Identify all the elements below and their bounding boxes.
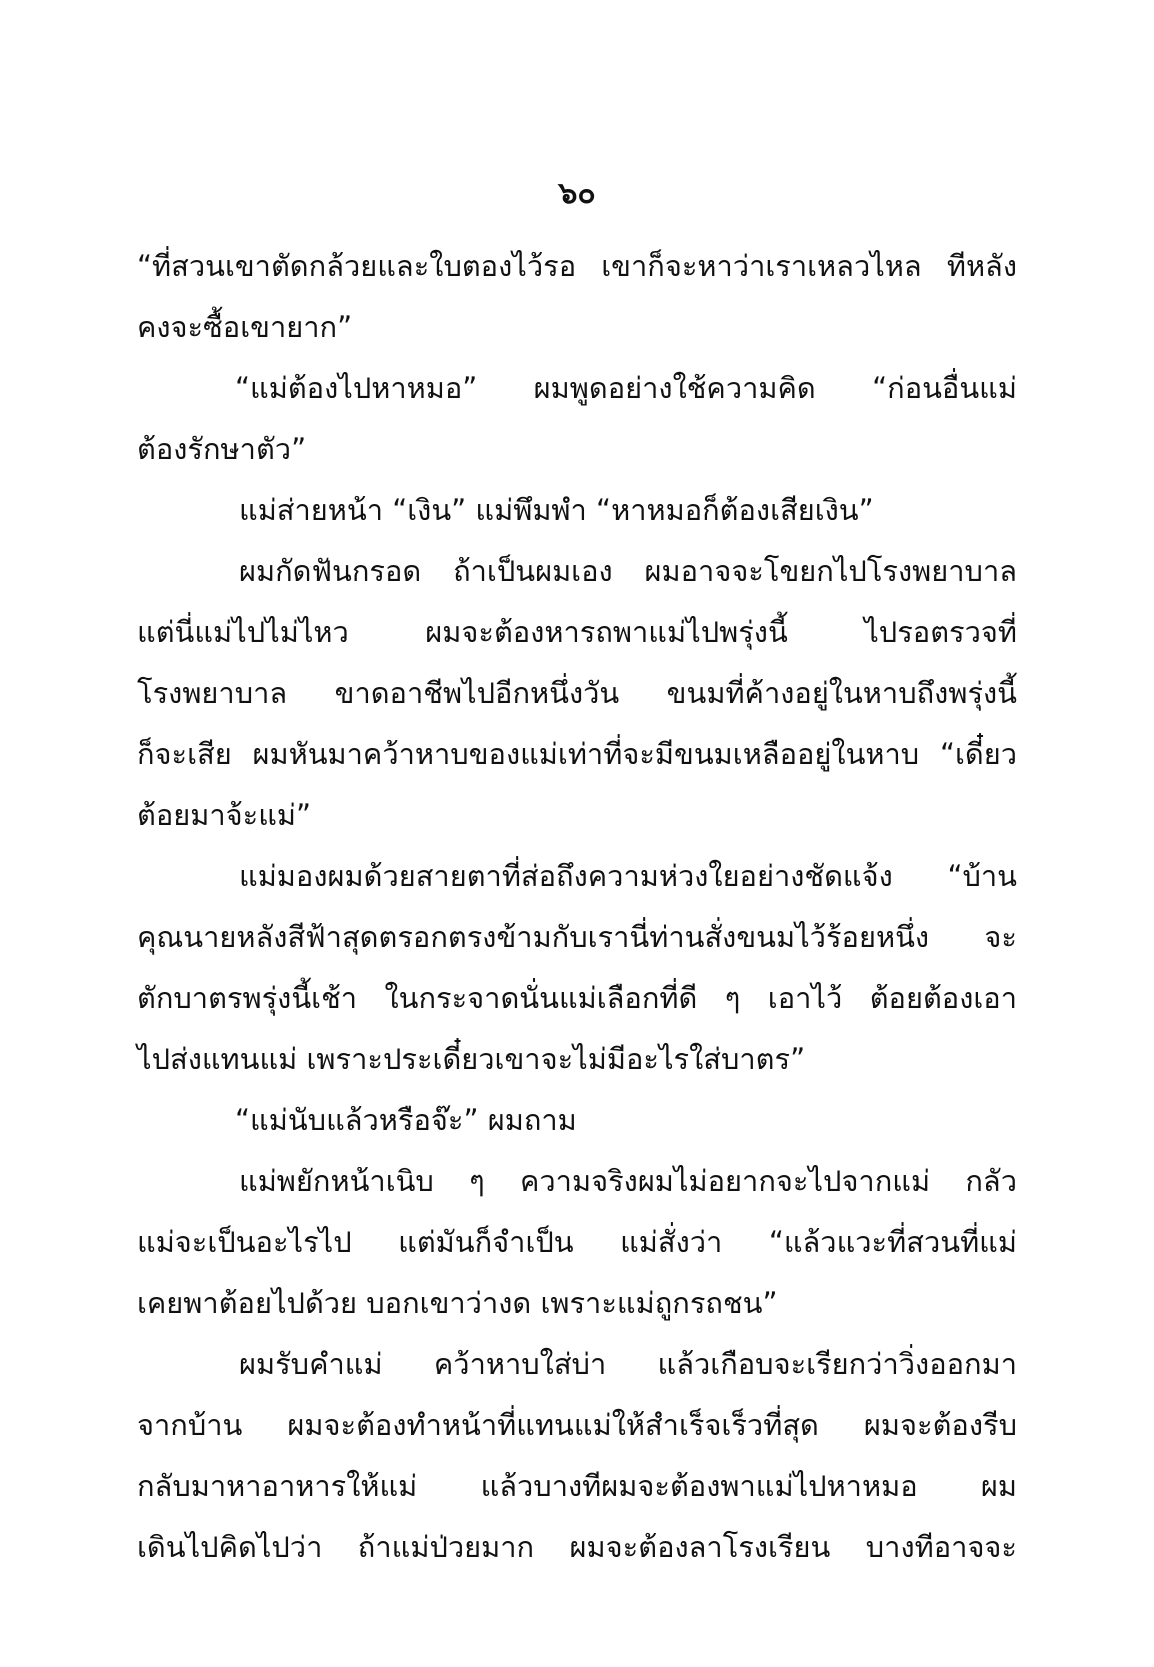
text-line: ผมกัดฟันกรอด ถ้าเป็นผมเอง ผมอาจจะโขยกไปโรงพยาบาล (239, 554, 1017, 588)
text-line: เดินไปคิดไปว่า ถ้าแม่ป่วยมาก ผมจะต้องลาโรงเรียน บางทีอาจจะ (137, 1530, 1017, 1564)
text-line: จากบ้าน ผมจะต้องทำหน้าที่แทนแม่ให้สำเร็จเร็วที่สุด ผมจะต้องรีบ (137, 1408, 1017, 1442)
text-line: แม่ส่ายหน้า “เงิน” แม่พึมพำ “หาหมอก็ต้องเสียเงิน” (239, 493, 874, 527)
text-line: ก็จะเสีย ผมหันมาคว้าหาบของแม่เท่าที่จะมีขนมเหลืออยู่ในหาบ “เดี๋ยว (137, 737, 1017, 771)
text-line: ผมรับคำแม่ คว้าหาบใส่บ่า แล้วเกือบจะเรียกว่าวิ่งออกมา (239, 1347, 1017, 1381)
text-line: เคยพาต้อยไปด้วย บอกเขาว่างด เพราะแม่ถูกรถชน” (137, 1286, 778, 1320)
text-line: ไปส่งแทนแม่ เพราะประเดี๋ยวเขาจะไม่มีอะไรใส่บาตร” (137, 1042, 806, 1076)
text-line: “แม่นับแล้วหรือจ๊ะ” ผมถาม (235, 1103, 577, 1137)
text-line: โรงพยาบาล ขาดอาชีพไปอีกหนึ่งวัน ขนมที่ค้างอยู่ในหาบถึงพรุ่งนี้ (137, 676, 1017, 710)
body-text (137, 236, 1017, 1578)
text-line: “แม่ต้องไปหาหมอ” ผมพูดอย่างใช้ความคิด “ก่อนอื่นแม่ (235, 371, 1017, 405)
text-line: คุณนายหลังสีฟ้าสุดตรอกตรงข้ามกับเรานี่ท่านสั่งขนมไว้ร้อยหนึ่ง จะ (137, 920, 1017, 954)
text-line: แม่พยักหน้าเนิบ ๆ ความจริงผมไม่อยากจะไปจากแม่ กลัว (239, 1164, 1017, 1198)
text-line: ต้อยมาจ้ะแม่” (137, 798, 312, 832)
text-line: แม่มองผมด้วยสายตาที่ส่อถึงความห่วงใยอย่างชัดแจ้ง “บ้าน (239, 859, 1017, 893)
text-line: ตักบาตรพรุ่งนี้เช้า ในกระจาดนั่นแม่เลือกที่ดี ๆ เอาไว้ ต้อยต้องเอา (137, 981, 1017, 1015)
text-line: “ที่สวนเขาตัดกล้วยและใบตองไว้รอ เขาก็จะหาว่าเราเหลวไหล ทีหลัง (137, 249, 1017, 283)
text-line: แม่จะเป็นอะไรไป แต่มันก็จำเป็น แม่สั่งว่า “แล้วแวะที่สวนที่แม่ (137, 1225, 1017, 1259)
text-line: คงจะซื้อเขายาก” (137, 310, 353, 344)
text-line: แต่นี่แม่ไปไม่ไหว ผมจะต้องหารถพาแม่ไปพรุ่งนี้ ไปรอตรวจที่ (137, 615, 1017, 649)
page-number: ๖๐ (558, 176, 596, 211)
text-line: ต้องรักษาตัว” (137, 432, 307, 466)
text-line: กลับมาหาอาหารให้แม่ แล้วบางทีผมจะต้องพาแม่ไปหาหมอ ผม (137, 1469, 1017, 1503)
